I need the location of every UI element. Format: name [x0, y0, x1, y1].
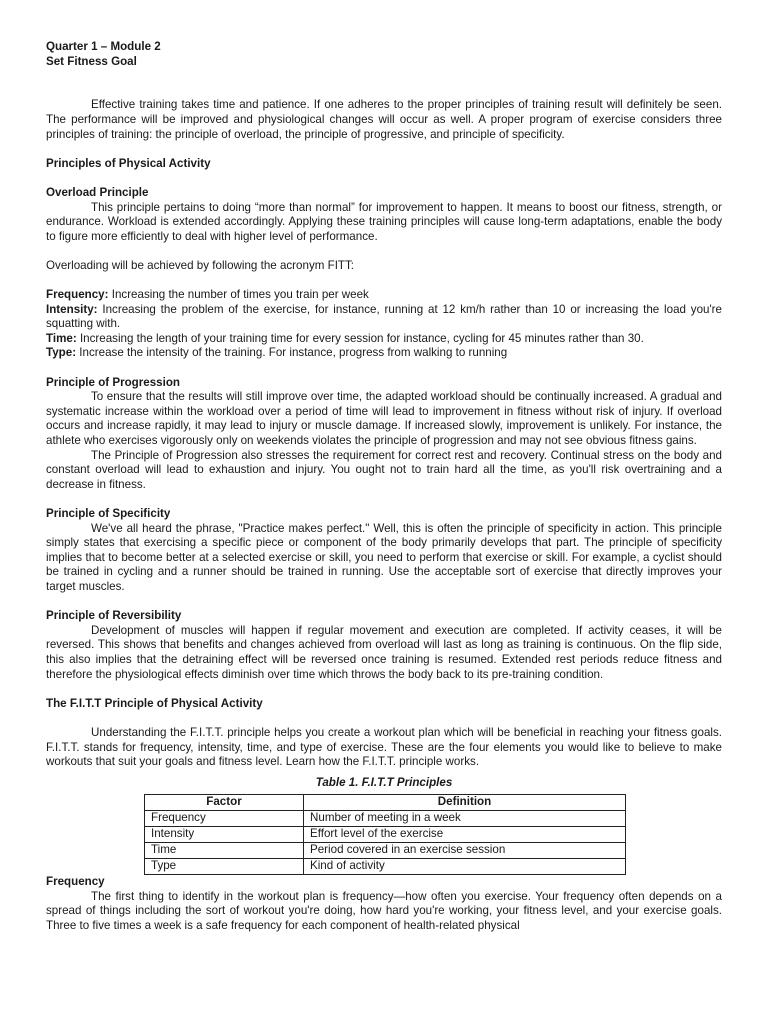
fitt-section-heading: The F.I.T.T Principle of Physical Activity [46, 696, 263, 710]
frequency-paragraph: The first thing to identify in the workout plan is frequency—how often you exercise. Your frequency often depends on a spread of things including the sort of workout you're doing, how hard you're working, your fitness level, and your exercise goals. Three to five times a week is a safe frequency for each component of health-related physical [46, 889, 722, 933]
table-caption: Table 1. F.I.T.T Principles [315, 775, 453, 789]
table-cell-definition: Effort level of the exercise [304, 827, 626, 843]
specificity-paragraph: We've all heard the phrase, "Practice makes perfect." Well, this is often the principle of specificity in action. This principle simply states that exercising a specific piece or component of the body primarily develops that part. The principle of specificity implies that to become better at a selected exercise or skill, you need to perform that exercise or skill. For example, a cyclist should be trained in cycling and a runner should be trained in running. Use the acceptable sort of exercise that directly improves your target muscles. [46, 521, 722, 593]
table-cell-factor: Time [145, 843, 304, 859]
table-cell-definition: Number of meeting in a week [304, 811, 626, 827]
table-header-definition: Definition [304, 795, 626, 811]
table-cell-factor: Type [145, 859, 304, 875]
table-row [145, 827, 626, 843]
fitt-desc: Increase the intensity of the training. For instance, progress from walking to running [79, 346, 508, 360]
frequency-heading: Frequency [46, 875, 105, 889]
acronym-line: Overloading will be achieved by following the acronym FITT: [46, 258, 355, 272]
fitt-desc: Increasing the number of times you train per week [111, 288, 369, 302]
fitt-table [144, 794, 626, 875]
table-cell-definition: Kind of activity [304, 859, 626, 875]
table-cell-definition: Period covered in an exercise session [304, 843, 626, 859]
fitt-section-paragraph: Understanding the F.I.T.T. principle helps you create a workout plan which will be beneficial in reaching your fitness goals. F.I.T.T. stands for frequency, intensity, time, and type of exercise. These are the four elements you would like to believe to make workouts that suit your goals and fitness level. Learn how the F.I.T.T. principle works. [46, 725, 722, 769]
specificity-heading: Principle of Specificity [46, 507, 171, 520]
progression-paragraph-2: The Principle of Progression also stresses the requirement for correct rest and recovery. Continual stress on the body and constant overload will lead to exhaustion and injury. You ought not to train hard all the time, as you'll risk overtraining and a decrease in fitness. [46, 448, 722, 491]
fitt-term: Frequency: [46, 288, 109, 302]
table-row [145, 843, 626, 859]
table-row [145, 811, 626, 827]
fitt-term: Time: [46, 331, 77, 345]
document-body [46, 40, 722, 934]
page-title: Set Fitness Goal [46, 54, 137, 68]
progression-heading: Principle of Progression [46, 375, 181, 389]
table-cell-factor: Intensity [145, 827, 304, 843]
table-header-factor: Factor [145, 795, 304, 811]
fitt-term: Intensity: [46, 302, 98, 316]
reversibility-paragraph: Development of muscles will happen if regular movement and execution are completed. If activity ceases, it will be reversed. This shows that benefits and changes achieved from overload will last as long as training is continuous. On the flip side, this also implies that the detraining effect will be reversed once training is resumed. Extended rest periods reduce fitness and therefore the physiological effects diminish over time which throws the body back to its pre-training condition. [46, 623, 722, 681]
section-heading-physical-activity: Principles of Physical Activity [46, 156, 211, 170]
overload-paragraph: This principle pertains to doing “more than normal” for improvement to happen. It means to boost our fitness, strength, or endurance. Workload is extended accordingly. Applying these training principles will cause long-term adaptations, enable the body to figure more efficiently to deal with higher level of performance. [46, 200, 722, 243]
progression-paragraph-1: To ensure that the results will still improve over time, the adapted workload should be continually increased. A gradual and systematic increase within the workload over a period of time will lead to improvement in fitness without risk of injury. If overload occurs and increase rapidly, it may lead to injury or muscle damage. If increased slowly, improvement is unlikely. For instance, the athlete who exercises vigorously only on weekends violates the principle of progression and may not see obvious fitness gains. [46, 390, 722, 448]
fitt-term: Type: [46, 346, 77, 360]
fitt-item-intensity [46, 303, 722, 332]
table-header-row [145, 795, 626, 811]
fitt-desc: Increasing the length of your training time for every session for instance, cycling for 45 minutes rather than 30. [79, 331, 644, 345]
reversibility-heading: Principle of Reversibility [46, 609, 182, 623]
intro-paragraph: Effective training takes time and patience. If one adheres to the proper principles of training result will definitely be seen. The performance will be improved and physiological changes will occur as well. A proper program of exercise considers three principles of training: the principle of overload, the principle of progressive, and principle of specificity. [46, 98, 722, 141]
fitt-desc: Increasing the problem of the exercise, for instance, running at 12 km/h rather than 10 or increasing the load you're squatting with. [46, 302, 722, 331]
fitt-item-type [46, 346, 722, 361]
overload-heading: Overload Principle [46, 185, 149, 199]
fitt-item-time [46, 332, 722, 347]
table-row [145, 859, 626, 875]
table-cell-factor: Frequency [145, 811, 304, 827]
fitt-item-frequency [46, 288, 722, 303]
module-label: Quarter 1 – Module 2 [46, 40, 161, 53]
